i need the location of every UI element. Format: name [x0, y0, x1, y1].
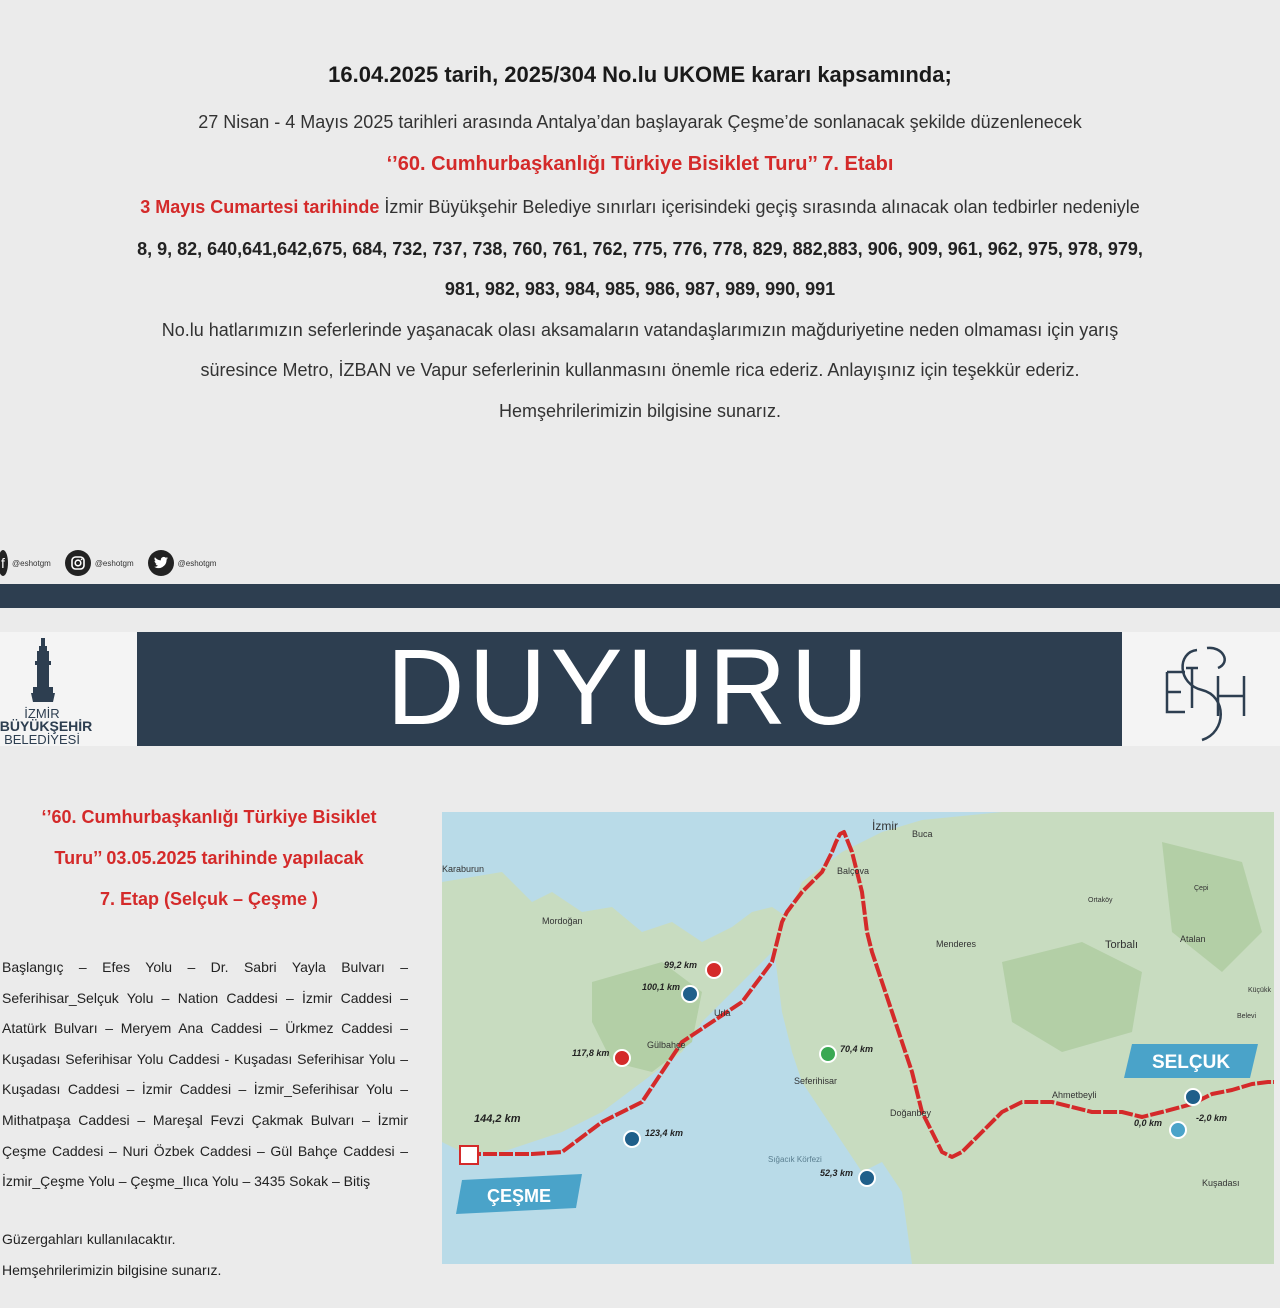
logo-text-buyuksehir: BÜYÜKŞEHİR	[0, 718, 93, 734]
map-label-menderes: Menderes	[936, 939, 977, 949]
twitter-icon	[148, 550, 174, 576]
map-label-belevi: Belevi	[1237, 1013, 1257, 1020]
social-links	[0, 546, 216, 580]
eshot-logo	[1122, 632, 1280, 746]
announcement-date-line	[0, 197, 1280, 218]
announcement-reason: İzmir Büyükşehir Belediye sınırları içerisindeki geçiş sırasında alınacak olan tedbirler nedeniyle	[379, 197, 1140, 217]
facebook-handle: @eshotgm	[12, 558, 51, 568]
instagram-link[interactable]	[65, 550, 134, 576]
top-divider-bar	[0, 584, 1280, 608]
feed-zone-marker-523	[859, 1170, 875, 1186]
marker-km-992: 99,2 km	[664, 960, 698, 970]
instagram-icon	[65, 550, 91, 576]
route-map	[442, 812, 1274, 1264]
logo-text-izmir: İZMİR	[24, 706, 60, 721]
event-date: 3 Mayıs Cumartesi tarihinde	[140, 197, 380, 217]
kom-marker-992	[706, 962, 722, 978]
map-label-doganbey: Doğanbey	[890, 1108, 932, 1118]
finish-marker	[460, 1146, 478, 1164]
announcement-body-3: Hemşehrilerimizin bilgisine sunarız.	[498, 401, 782, 421]
map-label-torbali: Torbalı	[1105, 939, 1139, 951]
affected-lines-1: 8, 9, 82, 640,641,642,675, 684, 732, 737, 738, 760, 761, 762, 775, 776, 778, 829, 882,883, 906, 909, 961, 962, 975, 978, 979,	[137, 239, 1143, 259]
map-label-sigacik: Sığacık Körfezi	[768, 1155, 822, 1164]
announcement-body-2: süresince Metro, İZBAN ve Vapur seferlerinin kullanmasını önemle rica ederiz. Anlayışınız için teşekkür ederiz.	[200, 360, 1080, 380]
map-label-karaburun: Karaburun	[442, 864, 485, 874]
map-label-buca: Buca	[912, 829, 933, 839]
map-label-izmir: İzmir	[872, 819, 898, 833]
affected-lines-2: 981, 982, 983, 984, 985, 986, 987, 989, 990, 991	[444, 279, 836, 299]
announcement-body-1: No.lu hatlarımızın seferlerinde yaşanacak olası aksamaların vatandaşlarımızın mağduriyetine neden olmaması için yarış	[161, 320, 1119, 340]
map-label-gulbahce: Gülbahçe	[647, 1040, 686, 1050]
marker-km-1234: 123,4 km	[645, 1128, 684, 1138]
panel-title-3: 7. Etap (Selçuk – Çeşme )	[99, 889, 319, 909]
panel-title-1: ‘’60. Cumhurbaşkanlığı Türkiye Bisiklet	[41, 807, 377, 827]
map-label-urla: Urla	[714, 1008, 731, 1018]
map-label-ortakoy: Ortaköy	[1088, 897, 1113, 904]
marker-km-1178: 117,8 km	[572, 1048, 610, 1058]
map-label-atalan: Atalan	[1180, 934, 1206, 944]
route-footer-1: Güzergahları kullanılacaktır.	[2, 1231, 176, 1247]
eshot-logo-text: ESHOT	[1122, 632, 1126, 633]
map-start-label: SELÇUK	[1151, 1052, 1231, 1073]
announcement-title: 16.04.2025 tarih, 2025/304 No.lu UKOME kararı kapsamında;	[328, 62, 952, 87]
map-label-balcova: Balçova	[837, 866, 870, 876]
map-label-mordogan: Mordoğan	[542, 916, 583, 926]
north-marker	[1185, 1089, 1201, 1105]
marker-km-523: 52,3 km	[820, 1168, 854, 1178]
marker-km-neg: -2,0 km	[1196, 1113, 1228, 1123]
twitter-link[interactable]	[148, 550, 217, 576]
feed-zone-marker-1234	[624, 1131, 640, 1147]
facebook-icon: f	[0, 550, 8, 576]
marker-km-1001: 100,1 km	[642, 982, 681, 992]
twitter-handle: @eshotgm	[177, 558, 217, 568]
map-end-label: ÇEŞME	[486, 1186, 552, 1206]
route-description: Başlangıç – Efes Yolu – Dr. Sabri Yayla Bulvarı – Seferihisar_Selçuk Yolu – Nation Caddesi – İzmir Caddesi – Atatürk Bulvarı – Meryem Ana Caddesi – Ürkmez Caddesi – Kuşadası Seferihisar Yolu Caddesi - Kuşadası Seferihisar Yolu – Kuşadası Caddesi – İzmir Caddesi – İzmir_Seferihisar Yolu – Mithatpaşa Caddesi – Mareşal Fevzi Çakmak Bulvarı – İzmir Çeşme Caddesi – Nuri Özbek Caddesi – Gül Bahçe Caddesi – İzmir_Çeşme Yolu – Çeşme_Ilıca Yolu – 3435 Sokak – Bitiş	[2, 959, 408, 1190]
map-label-seferihisar: Seferihisar	[794, 1076, 838, 1086]
marker-km-1442: 144,2 km	[474, 1113, 521, 1125]
start-marker	[1170, 1122, 1186, 1138]
announcement-intro: 27 Nisan - 4 Mayıs 2025 tarihleri arasında Antalya’dan başlayarak Çeşme’de sonlanacak şekilde düzenlenecek	[198, 112, 1082, 132]
kom-marker-1178	[614, 1050, 630, 1066]
facebook-link[interactable]	[0, 550, 51, 576]
map-label-kucukkoy: Küçükk	[1248, 987, 1271, 994]
map-label-kusadasi: Kuşadası	[1202, 1178, 1240, 1188]
event-title: ‘’60. Cumhurbaşkanlığı Türkiye Bisiklet Turu’’ 7. Etabı	[386, 153, 894, 175]
izmir-logo	[0, 632, 137, 746]
map-label-cepi: Çepi	[1194, 885, 1209, 892]
marker-km-start: 0,0 km	[1134, 1118, 1163, 1128]
feed-zone-marker-1001	[682, 986, 698, 1002]
map-label-ahmetbeyli: Ahmetbeyli	[1052, 1090, 1097, 1100]
sprint-marker	[820, 1046, 836, 1062]
banner-heading: DUYURU	[386, 626, 873, 747]
panel-title-2: Turu’’ 03.05.2025 tarihinde yapılacak	[54, 848, 364, 868]
logo-text-belediyesi: BELEDİYESİ	[4, 732, 80, 746]
route-footer-2: Hemşehrilerimizin bilgisine sunarız.	[2, 1262, 222, 1278]
instagram-handle: @eshotgm	[94, 558, 134, 568]
marker-km-704: 70,4 km	[840, 1044, 874, 1054]
